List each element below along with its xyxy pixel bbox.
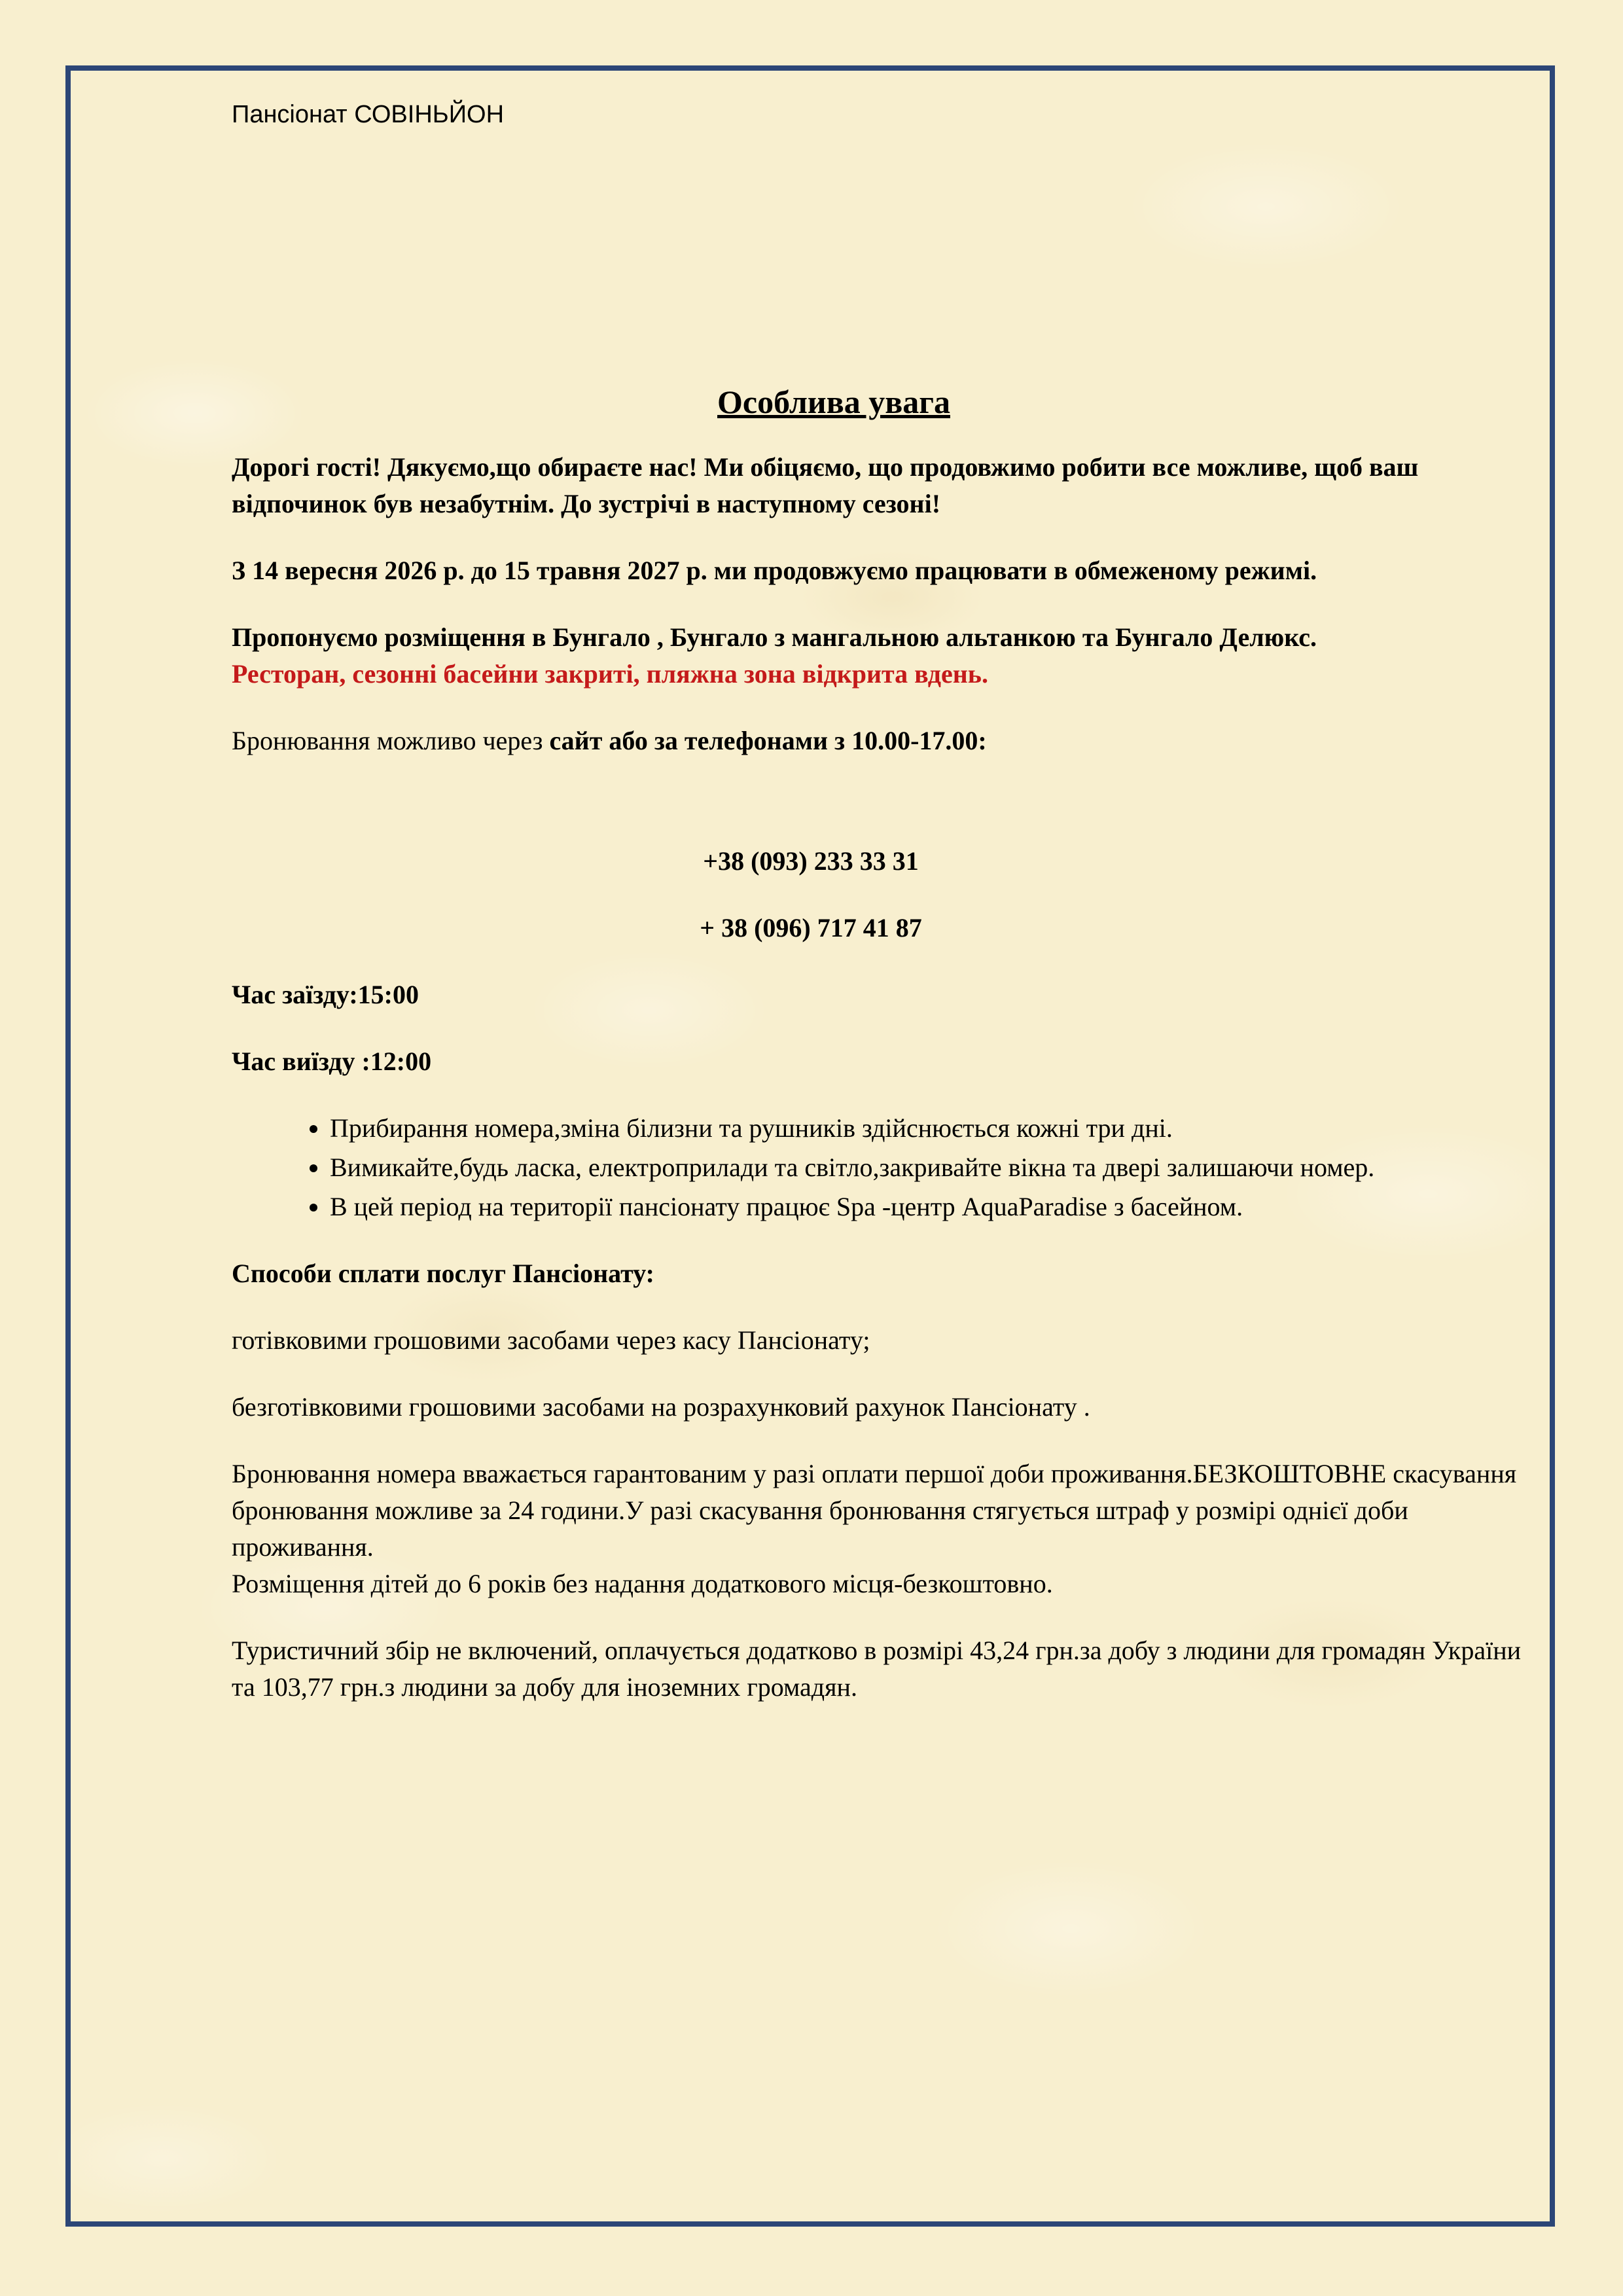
notice-title: Особлива увага [717,384,950,420]
establishment-name: Пансіонат СОВІНЬЙОН [232,101,505,128]
list-item: • Вимикайте,будь ласка, електроприлади та світло,закривайте вікна та двері залишаючи номер. [330,1149,1527,1186]
notice-body [232,381,1527,1736]
checkin-time: Час заїзду:15:00 [232,980,419,1009]
accommodation-paragraph [232,619,1527,692]
booking-channels: сайт або за телефонами з 10.00-17.00: [549,726,987,755]
tourist-tax-paragraph: Туристичний збір не включений, оплачується додатково в розмірі 43,24 грн.за добу з людини для громадян України та 103,77 грн.з людини за добу для іноземних громадян. [232,1636,1522,1702]
list-item: • В цей період на території пансіонату працює Spa -центр AquaParadise з басейном. [330,1189,1527,1225]
payment-cashless: безготівковими грошовими засобами на розрахунковий рахунок Пансіонату . [232,1392,1090,1422]
greeting-paragraph: Дорогі гості! Дякуємо,що обираєте нас! Ми обіцяємо, що продовжимо робити все можливе, щоб ваш відпочинок був незабутнім. До зустрічі в наступному сезоні! [232,452,1419,518]
schedule-paragraph: З 14 вересня 2026 р. до 15 травня 2027 р. ми продовжуємо працювати в обмеженому режимі. [232,556,1317,585]
accommodation-text: Пропонуємо розміщення в Бунгало , Бунгало з мангальною альтанкою та Бунгало Делюкс. [232,622,1317,652]
closures-text: Ресторан, сезонні басейни закриті, пляжна зона відкрита вдень. [232,659,988,689]
children-paragraph: Розміщення дітей до 6 років без надання додаткового місця-безкоштовно. [232,1569,1053,1598]
booking-intro: Бронювання можливо через [232,726,550,755]
list-item: • Прибирання номера,зміна білизни та рушників здійснюється кожні три дні. [330,1110,1527,1147]
booking-paragraph [232,723,1527,759]
phone-number-1[interactable]: +38 (093) 233 33 31 [703,846,919,876]
payment-heading: Способи сплати послуг Пансіонату: [232,1259,654,1288]
payment-cash: готівковими грошовими засобами через касу Пансіонату; [232,1325,870,1355]
phone-number-2[interactable]: + 38 (096) 717 41 87 [700,913,922,942]
checkout-time: Час виїзду :12:00 [232,1047,432,1076]
guarantee-paragraph: Бронювання номера вважається гарантованим у разі оплати першої доби проживання.БЕЗКОШТОВНЕ скасування бронювання можливе за 24 години.У разі скасування бронювання стягується штраф у розмірі однієї доби проживання. [232,1459,1517,1562]
rules-list [232,1110,1527,1225]
phone-list [232,843,1527,946]
